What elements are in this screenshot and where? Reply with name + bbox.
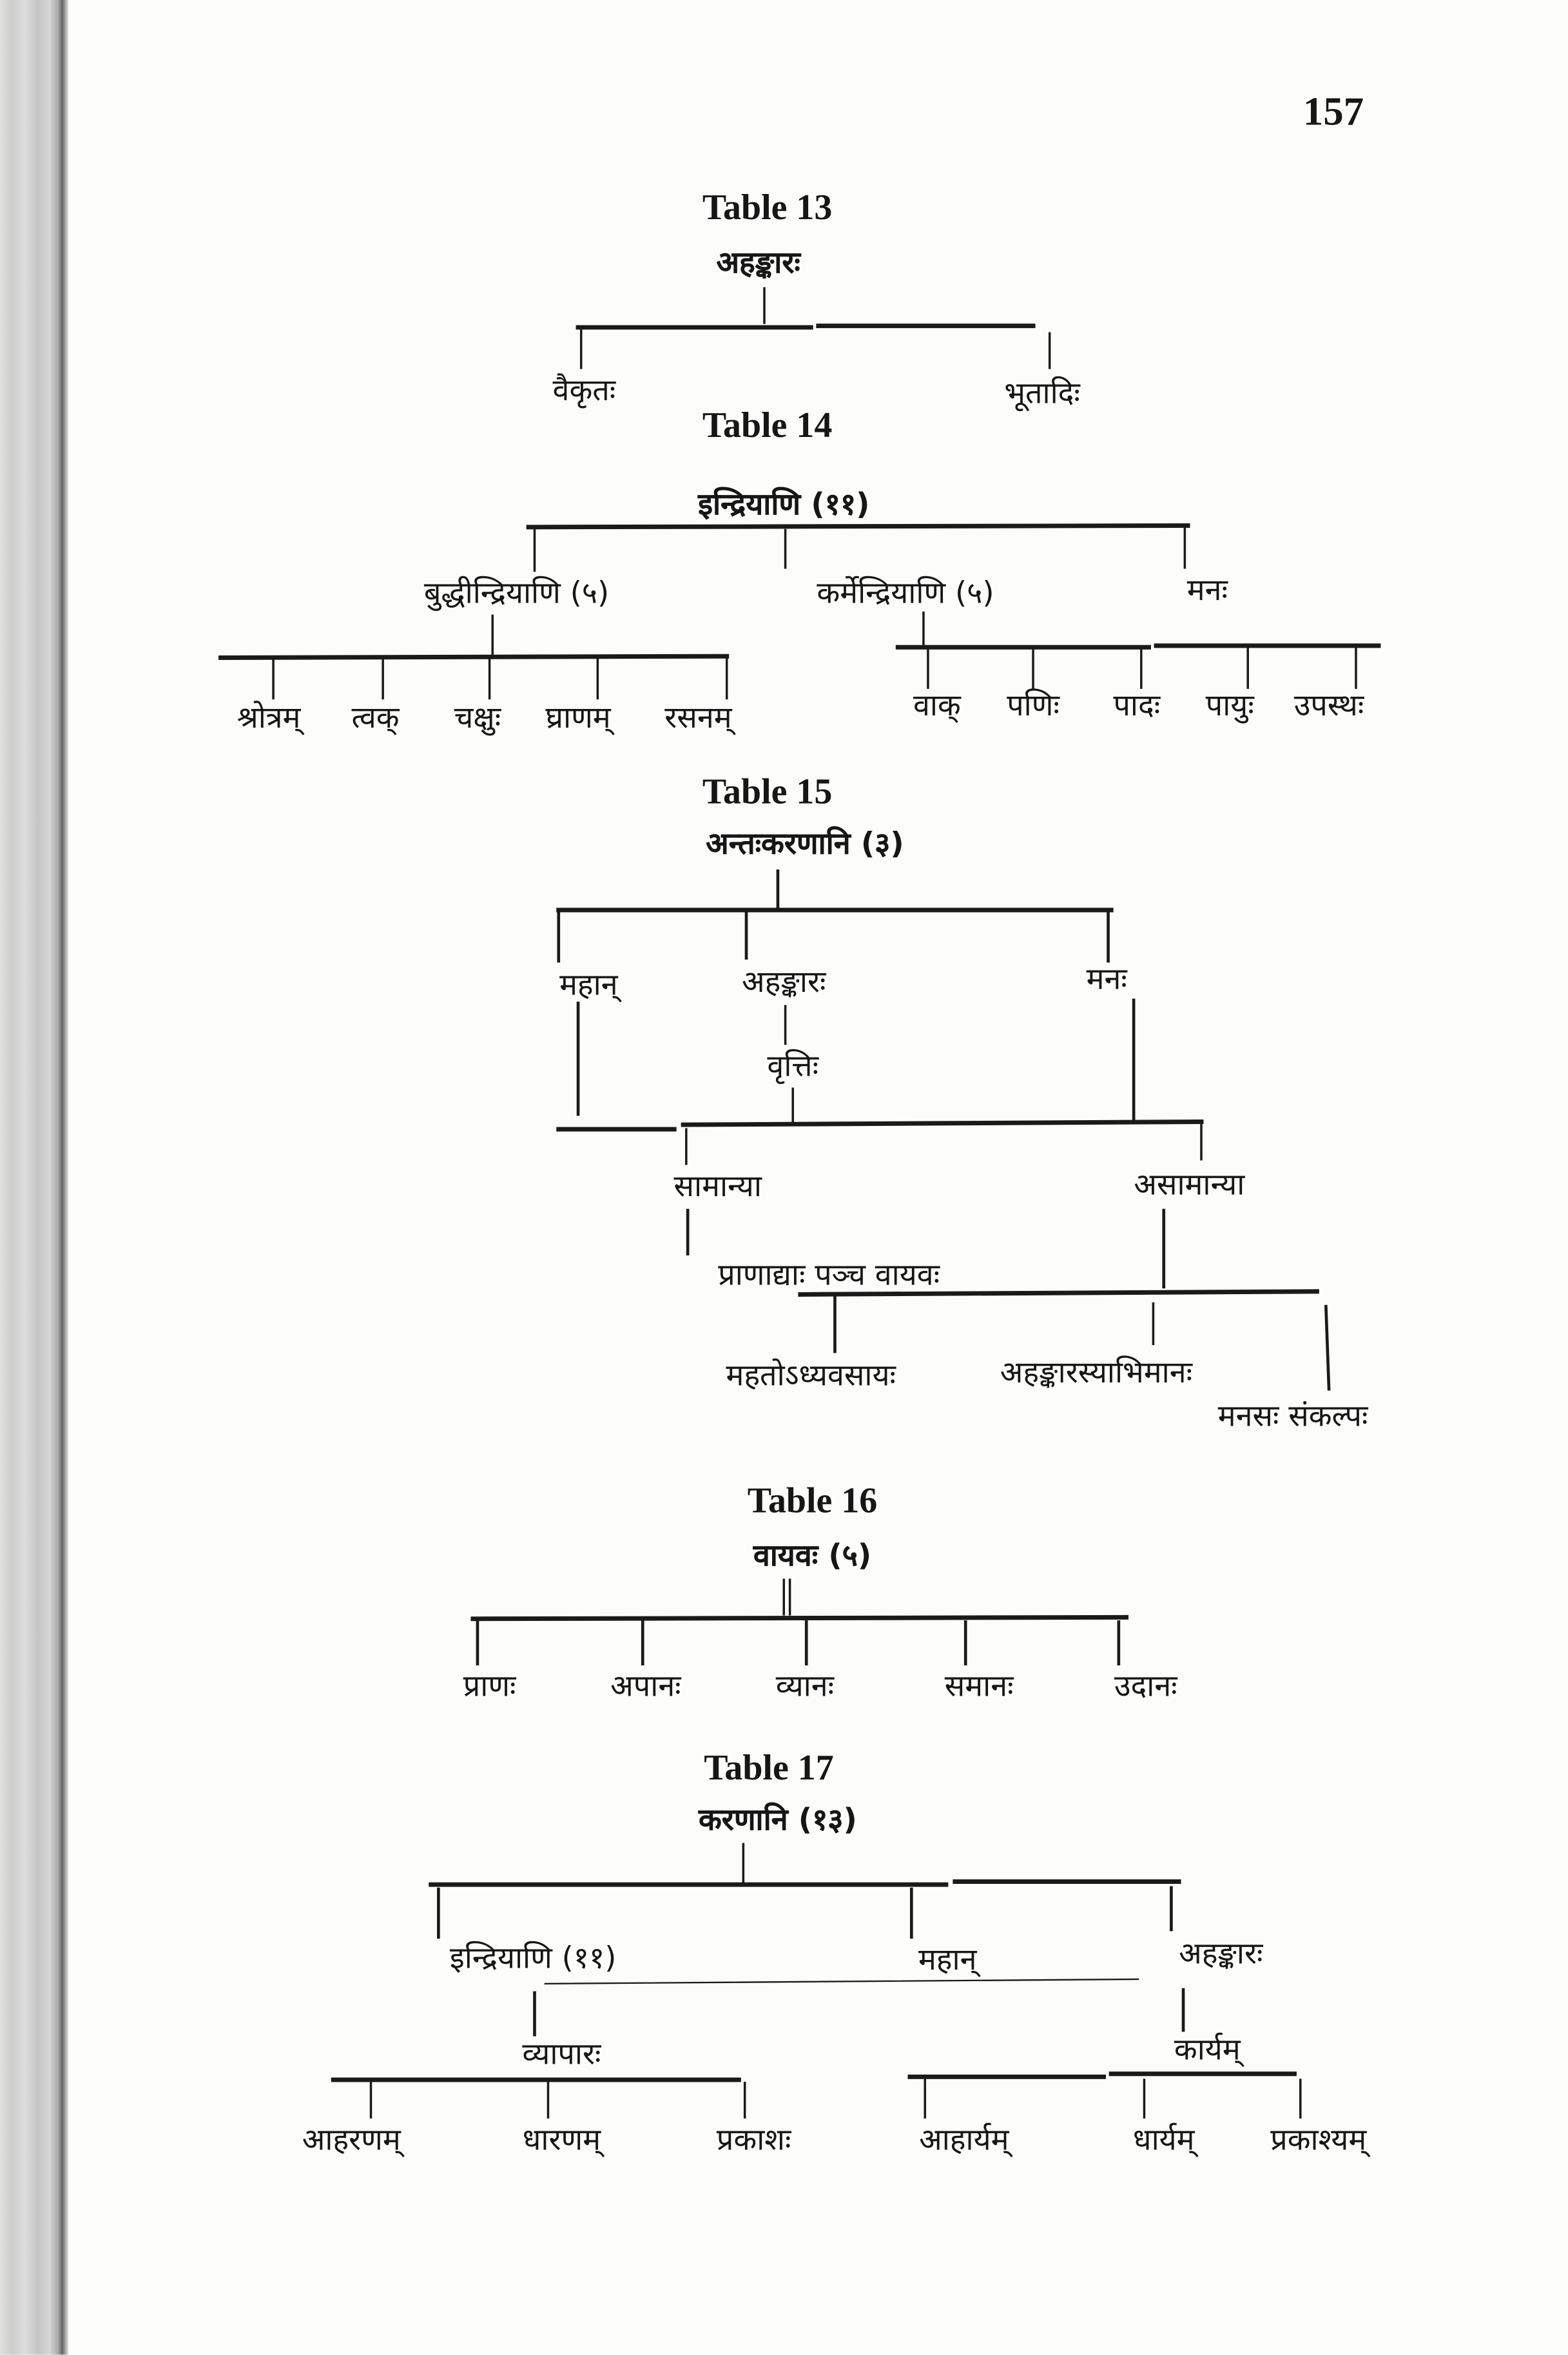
table17-leaf-node: धार्यम्	[1132, 2121, 1195, 2158]
table14-leaf-node: घ्राणम्	[545, 699, 611, 735]
table17-leaf-node: धारणम्	[522, 2121, 601, 2158]
table14-leaf-node: त्वक्	[351, 699, 400, 735]
table17-leaf-node: प्रकाश्यम्	[1270, 2121, 1367, 2158]
table15-child-node: मनः	[1086, 960, 1127, 996]
connector-line	[683, 1122, 1201, 1125]
table14-leaf-node: श्रोत्रम्	[237, 699, 301, 735]
table15-leaf-node: महतोऽध्यवसायः	[726, 1357, 896, 1393]
connector-line	[528, 526, 1188, 527]
connector-line	[473, 1617, 1127, 1618]
page-number: 157	[1302, 88, 1364, 134]
table16-child-node: समानः	[944, 1667, 1014, 1704]
table16-child-node: प्राणः	[463, 1667, 516, 1704]
table17-child-node: इन्द्रियाणि (११)	[449, 1939, 617, 1976]
table17-leaf-node: आहार्यम्	[919, 2121, 1009, 2158]
table14-branch-node: कर्मेन्द्रियाणि (५)	[817, 574, 994, 611]
table14-leaf-node: उपस्थः	[1293, 686, 1364, 723]
table14-leaf-node: रसनम्	[664, 699, 732, 735]
table17-leaf-node: आहरणम्	[302, 2121, 401, 2158]
table13-root-node: अहङ्कारः	[716, 244, 800, 280]
table15-kind-node: सामान्या	[673, 1167, 762, 1204]
table15-vritti-node: वृत्तिः	[767, 1047, 819, 1084]
table17-branch-node: व्यापारः	[522, 2035, 601, 2072]
table17-root-node: करणानि (१३)	[699, 1801, 857, 1837]
table14-leaf-node: वाक्	[913, 686, 961, 723]
table14-leaf-node: चक्षुः	[454, 699, 501, 735]
connector-line	[545, 1979, 1138, 1984]
table15-child-node: अहङ्कारः	[742, 963, 826, 1000]
table17-branch-node: कार्यम्	[1174, 2031, 1241, 2068]
table14-leaf-node: पायुः	[1205, 686, 1254, 723]
table15-leaf-node: मनसः संकल्पः	[1217, 1397, 1368, 1433]
table16-child-node: अपानः	[610, 1667, 681, 1704]
table17-leaf-node: प्रकाशः	[716, 2121, 791, 2158]
table15-title: Table 15	[702, 773, 833, 813]
table14-title: Table 14	[702, 407, 833, 447]
connector-line	[221, 656, 727, 657]
table15-root-node: अन्तःकरणानि (३)	[706, 825, 904, 862]
table15-leaf-node: अहङ्कारस्याभिमानः	[1000, 1353, 1193, 1390]
table14-branch-node: बुद्धीन्द्रियाणि (५)	[423, 574, 610, 611]
table14-leaf-node: पणिः	[1007, 686, 1060, 723]
table16-child-node: उदानः	[1114, 1667, 1177, 1704]
table13-title: Table 13	[702, 189, 833, 229]
table14-leaf-node: पादः	[1113, 686, 1161, 723]
table16-child-node: व्यानः	[775, 1667, 835, 1704]
table14-root-node: इन्द्रियाणि (११)	[698, 485, 870, 522]
table16-title: Table 16	[747, 1482, 878, 1522]
table15-kind-node: असामान्या	[1134, 1166, 1245, 1203]
table13-child-node: वैकृतः	[552, 371, 616, 408]
table17-child-node: महान्	[918, 1941, 977, 1977]
table17-title: Table 17	[704, 1749, 834, 1789]
table17-child-node: अहङ्कारः	[1179, 1935, 1263, 1972]
table15-child-node: महान्	[559, 966, 618, 1003]
connector-line	[1326, 1306, 1329, 1389]
table16-root-node: वायवः (५)	[753, 1536, 872, 1573]
table14-branch-node: मनः	[1186, 571, 1228, 608]
table13-child-node: भूतादिः	[1004, 374, 1080, 411]
table15-leaf-node: प्राणाद्याः पञ्च वायवः	[718, 1256, 940, 1292]
